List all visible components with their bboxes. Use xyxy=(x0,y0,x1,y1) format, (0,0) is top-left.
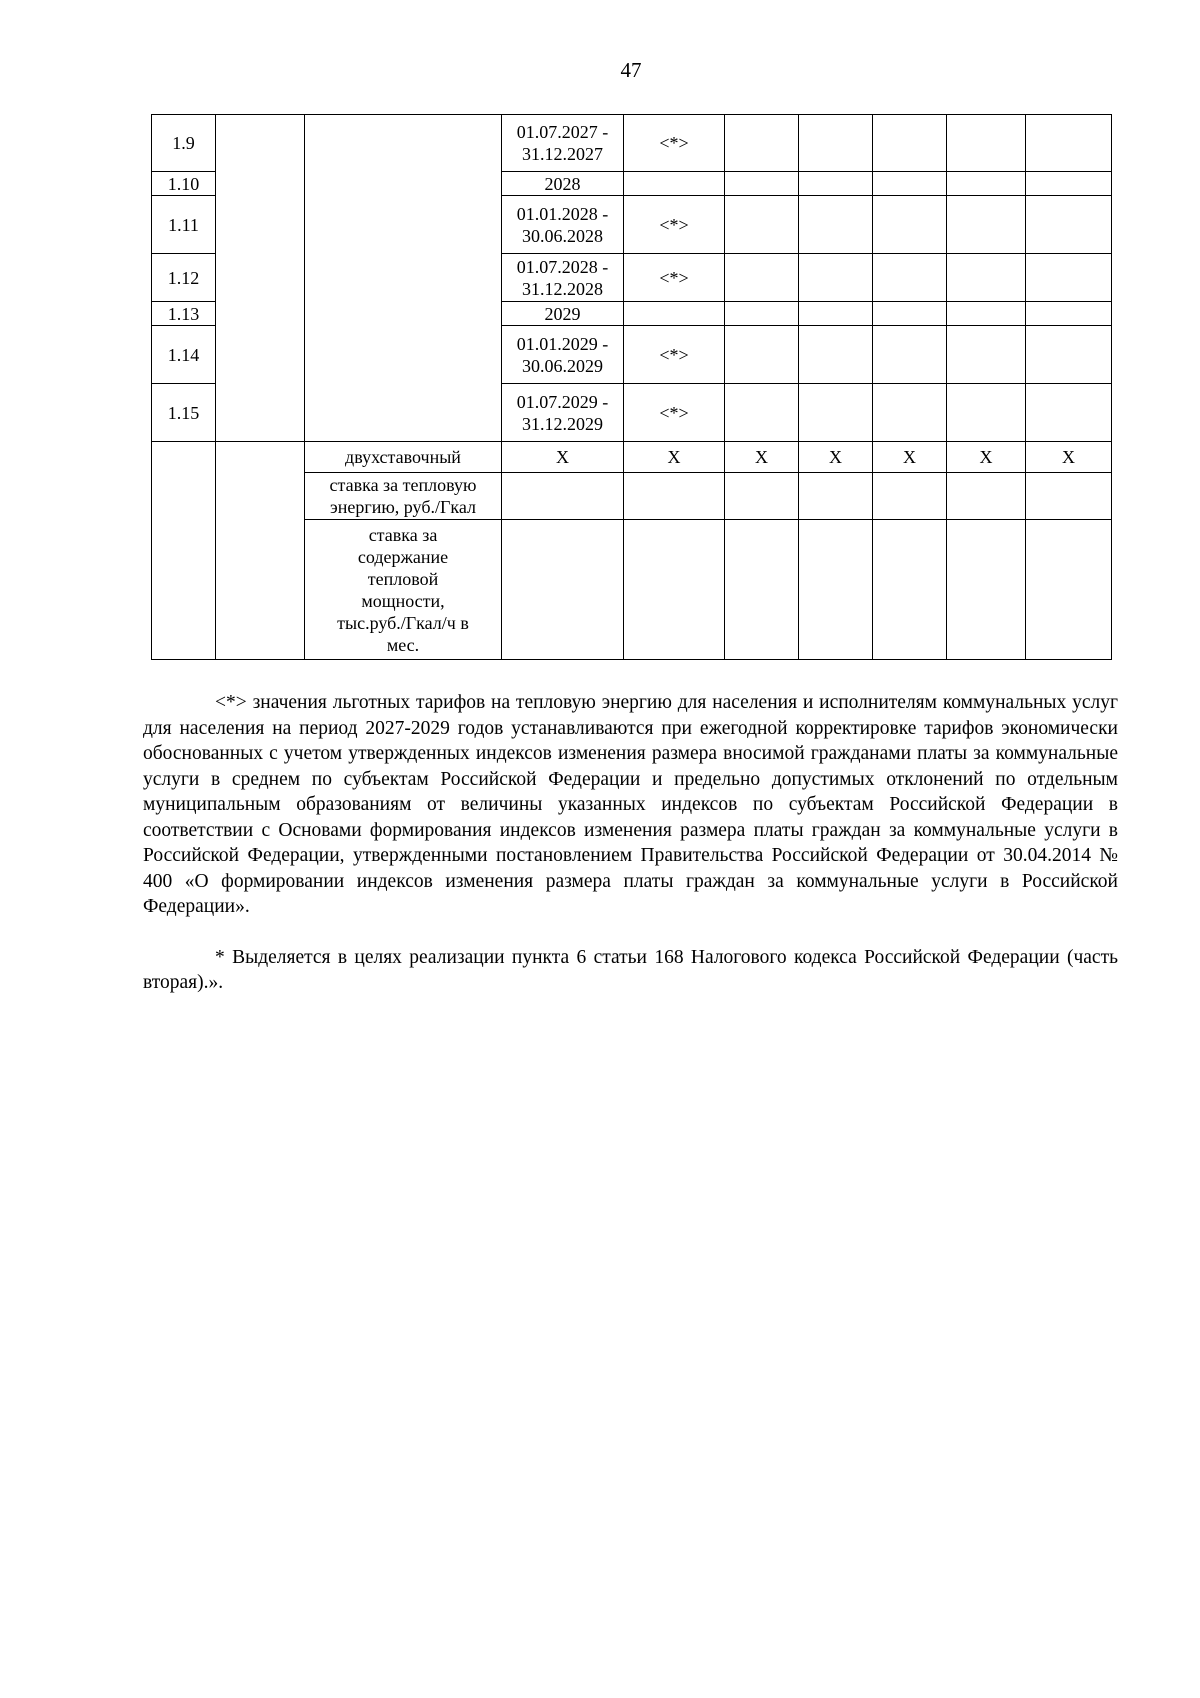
row-number: 1.10 xyxy=(152,172,216,196)
value-cell xyxy=(624,172,725,196)
row-number: 1.11 xyxy=(152,196,216,254)
x-mark: Х xyxy=(502,442,624,473)
value-cell: <*> xyxy=(624,115,725,172)
value-cell: <*> xyxy=(624,196,725,254)
empty-cell xyxy=(216,442,305,660)
empty-cell xyxy=(216,115,305,442)
two-part-label: двухставочный xyxy=(305,442,502,473)
x-mark: Х xyxy=(873,442,947,473)
x-mark: Х xyxy=(947,442,1026,473)
empty-cell xyxy=(152,442,216,660)
rate-heat-label: ставка за тепловую энергию, руб./Гкал xyxy=(305,473,502,520)
value-cell xyxy=(624,302,725,326)
period-cell: 01.01.2028 - 30.06.2028 xyxy=(502,196,624,254)
period-cell: 01.01.2029 - 30.06.2029 xyxy=(502,326,624,384)
value-cell: <*> xyxy=(624,326,725,384)
rate-capacity-label: ставка за содержание тепловой мощности, тыс.руб./Гкал/ч в мес. xyxy=(305,520,502,660)
row-number: 1.13 xyxy=(152,302,216,326)
period-cell: 2029 xyxy=(502,302,624,326)
value-cell: <*> xyxy=(624,384,725,442)
table-row xyxy=(152,442,1112,473)
footnote-paragraph: * Выделяется в целях реализации пункта 6 статьи 168 Налогового кодекса Российской Федерации (часть вторая).». xyxy=(143,946,1118,993)
value-cell: <*> xyxy=(624,254,725,302)
footnote-paragraph: <*> значения льготных тарифов на тепловую энергию для населения и исполнителям коммунальных услуг для населения на период 2027-2029 годов устанавливаются при ежегодной корректировке тарифов экономически обоснованных с учетом утвержденных индексов изменения размера вносимой гражданами платы за коммунальные услуги в среднем по субъектам Российской Федерации и предельно допустимых отклонений по отдельным муниципальным образованиям от величины указанных индексов по субъектам Российской Федерации в соответствии с Основами формирования индексов изменения размера платы граждан за коммунальные услуги в Российской Федерации, утвержденными постановлением Правительства Российской Федерации от 30.04.2014 № 400 «О формировании индексов изменения размера платы граждан за коммунальные услуги в Российской Федерации». xyxy=(143,692,1118,917)
row-number: 1.14 xyxy=(152,326,216,384)
row-number: 1.9 xyxy=(152,115,216,172)
row-number: 1.12 xyxy=(152,254,216,302)
x-mark: Х xyxy=(624,442,725,473)
x-mark: Х xyxy=(725,442,799,473)
row-number: 1.15 xyxy=(152,384,216,442)
x-mark: Х xyxy=(799,442,873,473)
period-cell: 2028 xyxy=(502,172,624,196)
page-number: 47 xyxy=(620,58,642,82)
footnotes xyxy=(143,690,1118,996)
tariff-table xyxy=(151,114,1112,660)
table-row xyxy=(152,115,1112,172)
period-cell: 01.07.2028 - 31.12.2028 xyxy=(502,254,624,302)
x-mark: Х xyxy=(1026,442,1112,473)
period-cell: 01.07.2029 - 31.12.2029 xyxy=(502,384,624,442)
period-cell: 01.07.2027 - 31.12.2027 xyxy=(502,115,624,172)
empty-cell xyxy=(305,115,502,442)
